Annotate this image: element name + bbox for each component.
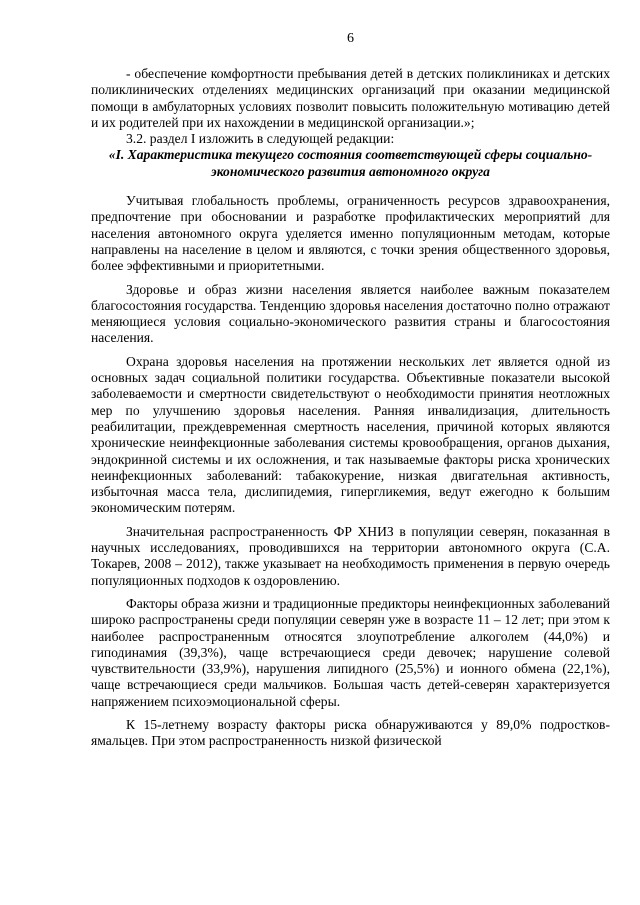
paragraph-section-amendment: 3.2. раздел I изложить в следующей редакции: <box>126 131 395 147</box>
paragraph-risk-factor-prevalence: Значительная распространенность ФР ХНИЗ в популяции северян, показанная в научных исследованиях, проводившихся на территории автономного округа (С.А. Токарев, 2008 – 2012), также указывает на необходимость применения в первую очередь популяционных подходов к оздоровлению. <box>91 523 610 588</box>
paragraph-comfort-provision: - обеспечение комфортности пребывания детей в детских поликлиниках и детских поликлинических отделениях медицинских организаций при оказании медицинской помощи в амбулаторных условиях позволит повысить положительную мотивацию детей и их родителей при их нахождении в медицинской организации.»; <box>91 66 610 130</box>
document-page <box>91 30 610 750</box>
page-number: 6 <box>347 31 354 46</box>
section-heading: «I. Характеристика текущего состояния соответствующей сферы социально-экономического развития автономного округа <box>108 147 593 179</box>
paragraph-population-methods: Учитывая глобальность проблемы, ограниченность ресурсов здравоохранения, предпочтение при обосновании и разработке профилактических мероприятий для населения автономного округа уделяется именно популяционным методам, которые направлены на население в целом и являются, с точки зрения общественного здоровья, более эффективными и приоритетными. <box>91 193 610 274</box>
paragraph-health-lifestyle: Здоровье и образ жизни населения является наиболее важным показателем благосостояния государства. Тенденцию здоровья населения достаточно полно отражают меняющиеся условия социально-экономического развития страны и благосостояния населения. <box>91 281 610 346</box>
paragraph-adolescent-risk: К 15-летнему возрасту факторы риска обнаруживаются у 89,0% подростков-ямальцев. При этом распространенность низкой физической <box>91 716 610 749</box>
paragraph-lifestyle-factors: Факторы образа жизни и традиционные предикторы неинфекционных заболеваний широко распространены среди популяции северян уже в возрасте 11 – 12 лет; при этом к наиболее распространенным относятся злоупотребление алкоголем (44,0%) и гиподинамия (39,3%), чаще встречающиеся среди девочек; нарушение солевой чувствительности (33,9%), нарушения липидного (25,5%) и ионного обмена (22,1%), чаще встречающиеся среди мальчиков. Большая часть детей-северян характеризуется напряжением психоэмоциональной сферы. <box>91 595 610 709</box>
paragraph-health-protection: Охрана здоровья населения на протяжении нескольких лет является одной из основных задач социальной политики государства. Объективные показатели высокой заболеваемости и смертности свидетельствуют о необходимости принятия неотложных мер по улучшению здоровья населения. Ранняя инвалидизация, длительность реабилитации, преждевременная смертность населения, причиной которых являются хронические неинфекционные заболевания системы кровообращения, органов дыхания, эндокринной системы и их осложнения, и так называемые факторы риска хронических неинфекционных заболеваний: табакокурение, низкая двигательная активность, избыточная масса тела, дислипидемия, гипергликемия, ведут ежегодно к большим экономическим потерям. <box>91 353 610 516</box>
